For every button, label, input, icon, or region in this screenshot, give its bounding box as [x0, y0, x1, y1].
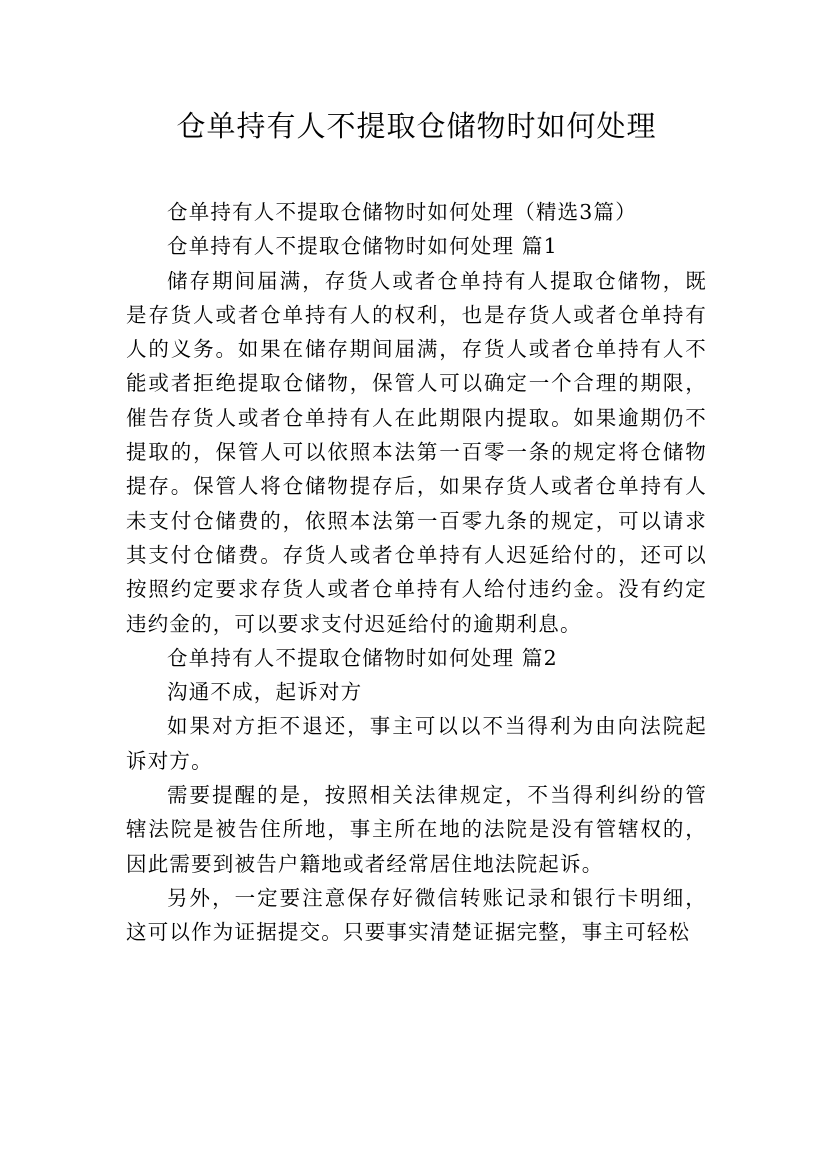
- paragraph-body: 如果对方拒不退还，事主可以以不当得利为由向法院起诉对方。: [126, 714, 707, 773]
- document-body: [126, 195, 707, 950]
- paragraph-subtitle: 仓单持有人不提取仓储物时如何处理（精选3篇）: [167, 200, 637, 224]
- paragraph-body: 沟通不成，起诉对方: [167, 680, 363, 705]
- paragraph-body: 需要提醒的是，按照相关法律规定，不当得利纠纷的管辖法院是被告住所地，事主所在地的法院是没有管辖权的，因此需要到被告户籍地或者经常居住地法院起诉。: [126, 783, 707, 876]
- paragraph-body: 另外，一定要注意保存好微信转账记录和银行卡明细，这可以作为证据提交。只要事实清楚证据完整，事主可轻松: [126, 885, 707, 945]
- paragraph-section-heading-1: 仓单持有人不提取仓储物时如何处理 篇1: [167, 234, 558, 259]
- paragraph-section-heading-2: 仓单持有人不提取仓储物时如何处理 篇2: [167, 645, 558, 670]
- paragraph-body: 储存期间届满，存货人或者仓单持有人提取仓储物，既是存货人或者仓单持有人的权利，也是存货人或者仓单持有人的义务。如果在储存期间届满，存货人或者仓单持有人不能或者拒绝提取仓储物，保管人可以确定一个合理的期限，催告存货人或者仓单持有人在此期限内提取。如果逾期仍不提取的，保管人可以依照本法第一百零一条的规定将仓储物提存。保管人将仓储物提存后，如果存货人或者仓单持有人未支付仓储费的，依照本法第一百零九条的规定，可以请求其支付仓储费。存货人或者仓单持有人迟延给付的，还可以按照约定要求存货人或者仓单持有人给付违约金。没有约定违约金的，可以要求支付迟延给付的逾期利息。: [126, 268, 707, 636]
- document-title: 仓单持有人不提取仓储物时如何处理: [176, 109, 657, 143]
